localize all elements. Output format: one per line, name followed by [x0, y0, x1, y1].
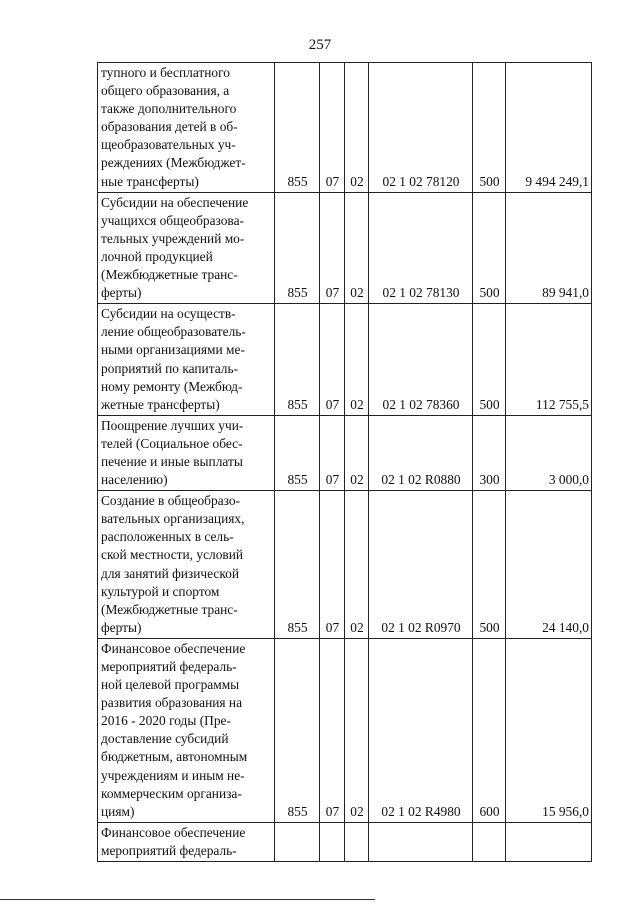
amount: 9 494 249,1 — [506, 63, 592, 193]
table-row — [98, 304, 592, 416]
expense-type-code: 500 — [473, 192, 506, 304]
ministry-code: 855 — [275, 304, 320, 416]
section-code: 07 — [320, 415, 345, 490]
expense-type-code: 600 — [473, 638, 506, 822]
page-number: 257 — [308, 37, 332, 53]
section-code: 07 — [320, 192, 345, 304]
target-code: 02 1 02 R0880 — [369, 415, 473, 490]
section-code: 07 — [320, 638, 345, 822]
row-name: Создание в общеобразо- вательных организациях, расположенных в сель- ской местности, условий для занятий физической культурой и спортом (Межбюджетные транс- ферты) — [98, 491, 275, 639]
table-row — [98, 63, 592, 193]
target-code: 02 1 02 R4980 — [369, 638, 473, 822]
section-code: 07 — [320, 63, 345, 193]
expense-type-code: 500 — [473, 304, 506, 416]
ministry-code: 855 — [275, 491, 320, 639]
expense-type-code: 500 — [473, 63, 506, 193]
expense-type-code: 300 — [473, 415, 506, 490]
footnote-divider — [0, 899, 375, 900]
section-code: 07 — [320, 491, 345, 639]
row-name: Субсидии на осуществ- ление общеобразователь- ными организациями ме- роприятий по капиталь- ному ремонту (Межбюд- жетные трансферты) — [98, 304, 275, 416]
table-row — [98, 491, 592, 639]
amount: 15 956,0 — [506, 638, 592, 822]
subsection-code: 02 — [345, 63, 369, 193]
amount: 112 755,5 — [506, 304, 592, 416]
ministry-code: 855 — [275, 415, 320, 490]
row-name: Финансовое обеспечение мероприятий федераль- ной целевой программы развития образования на 2016 - 2020 годы (Пре- доставление субсидий бюджетным, автономным учреждениям и иным не- коммерческим организа- циям) — [98, 638, 275, 822]
ministry-code: 855 — [275, 192, 320, 304]
target-code: 02 1 02 78360 — [369, 304, 473, 416]
section-code: 07 — [320, 304, 345, 416]
table-row — [98, 638, 592, 822]
target-code — [369, 822, 473, 861]
subsection-code: 02 — [345, 415, 369, 490]
ministry-code — [275, 822, 320, 861]
amount: 89 941,0 — [506, 192, 592, 304]
ministry-code: 855 — [275, 638, 320, 822]
expense-type-code: 500 — [473, 491, 506, 639]
row-name: Финансовое обеспечение мероприятий федераль- — [98, 822, 275, 861]
ministry-code: 855 — [275, 63, 320, 193]
budget-table — [97, 62, 592, 862]
subsection-code — [345, 822, 369, 861]
amount: 3 000,0 — [506, 415, 592, 490]
row-name: Поощрение лучших учи- телей (Социальное обес- печение и иные выплаты населению) — [98, 415, 275, 490]
subsection-code: 02 — [345, 304, 369, 416]
target-code: 02 1 02 78120 — [369, 63, 473, 193]
target-code: 02 1 02 78130 — [369, 192, 473, 304]
target-code: 02 1 02 R0970 — [369, 491, 473, 639]
row-name: тупного и бесплатного общего образования, а также дополнительного образования детей в об- щеобразовательных уч- реждениях (Межбюджет- ные трансферты) — [98, 63, 275, 193]
row-name: Субсидии на обеспечение учащихся общеобразова- тельных учреждений мо- лочной продукцией (Межбюджетные транс- ферты) — [98, 192, 275, 304]
section-code — [320, 822, 345, 861]
table-row — [98, 822, 592, 861]
amount — [506, 822, 592, 861]
subsection-code: 02 — [345, 192, 369, 304]
subsection-code: 02 — [345, 491, 369, 639]
subsection-code: 02 — [345, 638, 369, 822]
table-row — [98, 415, 592, 490]
amount: 24 140,0 — [506, 491, 592, 639]
expense-type-code — [473, 822, 506, 861]
table-row — [98, 192, 592, 304]
